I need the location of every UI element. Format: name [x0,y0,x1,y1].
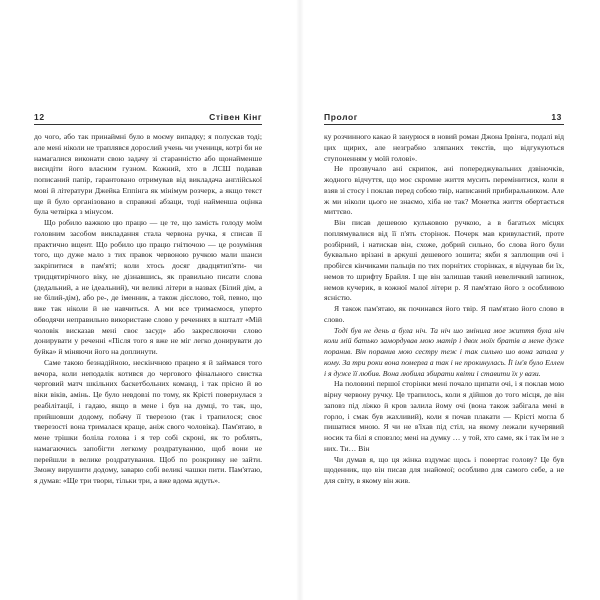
right-page [300,0,600,600]
right-paragraph: Він писав дешевою кульковою ручкою, а в багатьох місцях поплямувалися від її п'ять сторінок. Почерк мав кривуластий, проте розбірний, і натискав він, схоже, добрий сильно, бо слова його були буквально врізані в аркуші дешевого зошита; якби я заплющив очі і пробігся кінчиками пальців по тих порнітих сторінках, я відчував би їх, немов то шрифту Брайля. І ще він залишав такий невеличкий запинок, немов кучерик, в кожної малої літери р. Я пам'ятаю його з особливою ясністю. [324,218,564,303]
page-number-right: 13 [551,112,562,122]
right-paragraph: ку розчинного какао й занурюся в новий роман Джона Ірвінга, подалі від цих щирих, але незграбно зляпаних текстів, що відгукуються ступоненням у моїй голові». [324,132,564,163]
right-paragraph: Я також пам'ятаю, як починався його твір. Я пам'ятаю його слово в слово. [324,304,564,324]
left-paragraph: до чого, або так принаймні було в моєму випадку; я полускав тоді; але мені ніколи не траплявся дорослий учень чи учениця, котрі би не намагалися виконати свою задачу зі старанністю або щонайменше висидіти його власним гузном. Кожний, хто в ЛСШ подавав пописаний папір, гарантовано отримував від викладача англійської мові й літератури Джейка Еппінга як мінімум розчерк, а якщо текст ще й було організовано в справжні абзаци, тоді найменша оцінка була четвірка з мінусом. [34,132,262,217]
right-paragraph: Тоді був не день а була ніч. Та ніч шо змінила мое життя була ніч коли мій батько замордував мою матір і двох моїх братів а мене дуже поранив. Він поранив мою сестру теж і так сильно шо вона запала у кому. За три роки вона померла а так і не прокинулась. Її ім'я було Еллен і я дуже її любив. Вона любила збирати квіти і ставити їх у вази. [324,325,564,378]
header-rule-left [34,124,262,125]
left-paragraph: Що робило важкою цю працю — це те, що замість голоду моїм головним засобом викладання стала червона ручка, я списав її практично вщент. Що робило цю працю гнітючою — це розуміння того, що дуже мало з тих правок червоною ручкою мали шанси закріпитися в пам'яті; коли хтось досяг двадцятип'яти- чи тридцятирічного віку, не дізнавшись, як правильно писати слова (дедальний, а не ідеальний), чи великі літери в назвах (Білий дім, а не білий-дім), або ре-, де іменник, а також дієслово, той, певно, що вже так ніколи й не навчиться. А ми все тримаємося, уперто обводячи неправильно використане слово у реченнях в кшталт «Мій чоловік висказав мені своє засуд» або закреслюючи слово донирувати у реченні «Після того я вже не міг легко донирувати до буйка» й міняючи його на доплинути. [34,218,262,356]
right-paragraph: Не прозвучало ані скрипок, ані попереджувальних дзвіночків, жодного відчуття, що моє скромне життя мусить перемінитися, коли я взяв зі стосу і поклав перед собою твір, написаний прибиральником. Але ж ми ніколи цього не знаємо, хіба не так? Монетка життя обертається миттєво. [324,164,564,217]
right-body-text [324,132,564,487]
header-rule-right [324,124,564,125]
running-head-author: Стівен Кінг [209,112,262,122]
page-number-left: 12 [34,112,45,122]
right-paragraph: На половині першої сторінки мені почало щипати очі, і я поклав мою вірну червону ручку. Це трапилось, коли я дійшов до того місця, де він заповз під ліжко й кров залила йому очі (вона також забігала мені в горло, і смак був жахливий), коли я почав плакати — Крісті могла б пишатися мною. Я чи не в'їхав під стіл, на якому лежали кучерявий носик та білі я сповзло; мені на думку … у той, хто саме, як і так їм не з них. Ти… Він [324,379,564,453]
running-head-chapter: Пролог [324,112,358,122]
left-body-text [34,132,262,487]
right-paragraph: Чи думав я, що ця жінка вздумає щось і повертає голову? Це був щоденник, що він писав для знайомої; особливо для самого себе, а не для світу, в якому він жив. [324,454,564,485]
left-paragraph: Саме такою безнадійною, нескінчною працею я й займався того вечора, коли неподалік котився до чергового фінального свистка черговий матч шкільних баскетбольних команд, і так прісно й во віки віків, амінь. Це було невдовзі по тому, як Крісті повернулася з реабілітації, і гадаю, якщо в мене і був на думці, то так, що, прийшовши додому, побачу її тверезою (так і трапилося; своє тверезості вона трималася краще, аніж свого чоловіка). Пам'ятаю, в мене трішки боліла голова і я тер собі скроні, як то роблять, намагаючись запобігти легкому роздратуванню, щоб вони не перейшли в велике роздратування. Щоб по розкривку не зайти. Зможу вирушити додому, заварю собі великі чашки пити. Пам'ятаю, я думав: «Ще три твори, тільки три, а вже вдома ждуть». [34,357,262,485]
